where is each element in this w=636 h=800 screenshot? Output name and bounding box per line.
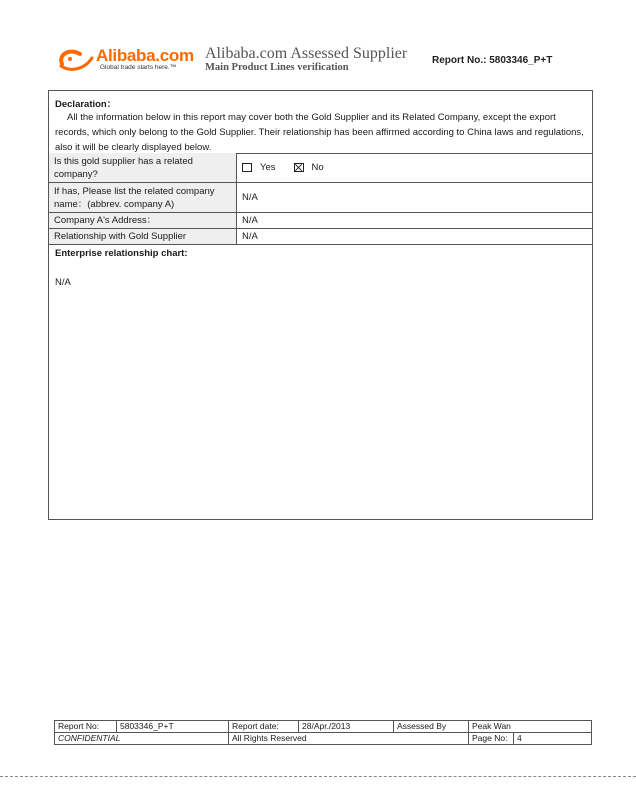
no-option[interactable] [294, 162, 324, 173]
footer-assessed-by-label: Assessed By [394, 721, 469, 733]
page-divider [0, 776, 636, 777]
relationship-form [48, 90, 593, 520]
chart-value: N/A [55, 277, 71, 288]
declaration-text: All the information below in this report may cover both the Gold Supplier and its Related Company, except the export records, which only belong to the Gold Supplier. Their relationship has been affirmed according to China laws and regulations, also it will be clearly displayed below. [55, 112, 584, 153]
no-label: No [311, 162, 324, 173]
address-value: N/A [242, 215, 258, 226]
report-header [0, 0, 636, 90]
declaration-title: Declaration： [55, 99, 117, 110]
related-name-value: N/A [242, 192, 258, 203]
related-company-label: Is this gold supplier has a related company? [49, 153, 237, 182]
chart-label: Enterprise relationship chart: [55, 248, 188, 259]
no-checkbox[interactable] [294, 163, 304, 172]
yes-option[interactable] [242, 162, 276, 173]
footer-assessed-by-value: Peak Wan [469, 721, 592, 733]
related-name-row [49, 183, 592, 213]
yes-label: Yes [260, 162, 276, 173]
relationship-value: N/A [242, 231, 258, 242]
related-name-label: If has, Please list the related company name：(abbrev. company A) [49, 183, 237, 212]
footer-report-no-value: 5803346_P+T [117, 721, 229, 733]
logo-tagline: Global trade starts here.™ [100, 64, 177, 71]
address-row [49, 213, 592, 229]
relationship-label: Relationship with Gold Supplier [49, 229, 237, 244]
footer-report-no-label: Report No: [55, 721, 117, 733]
page-subtitle: Main Product Lines verification [205, 62, 349, 73]
footer-report-date-label: Report date: [229, 721, 299, 733]
relationship-row [49, 229, 592, 245]
alibaba-logo [56, 44, 194, 74]
page-title: Alibaba.com Assessed Supplier [205, 45, 408, 62]
footer-page-no-label: Page No: [469, 733, 514, 745]
related-company-options [237, 153, 592, 182]
footer-confidential: CONFIDENTIAL [55, 733, 229, 745]
alibaba-smile-icon [56, 44, 96, 74]
report-footer [54, 720, 592, 745]
address-label: Company A's Address： [49, 213, 237, 228]
yes-checkbox[interactable] [242, 163, 252, 172]
report-number: Report No.: 5803346_P+T [432, 55, 553, 66]
declaration-section [49, 91, 592, 154]
footer-rights: All Rights Reserved [229, 733, 469, 745]
related-company-row [49, 153, 592, 183]
footer-report-date-value: 28/Apr./2013 [299, 721, 394, 733]
footer-page-no-value: 4 [514, 733, 592, 745]
logo-text: Alibaba.com [96, 46, 194, 65]
